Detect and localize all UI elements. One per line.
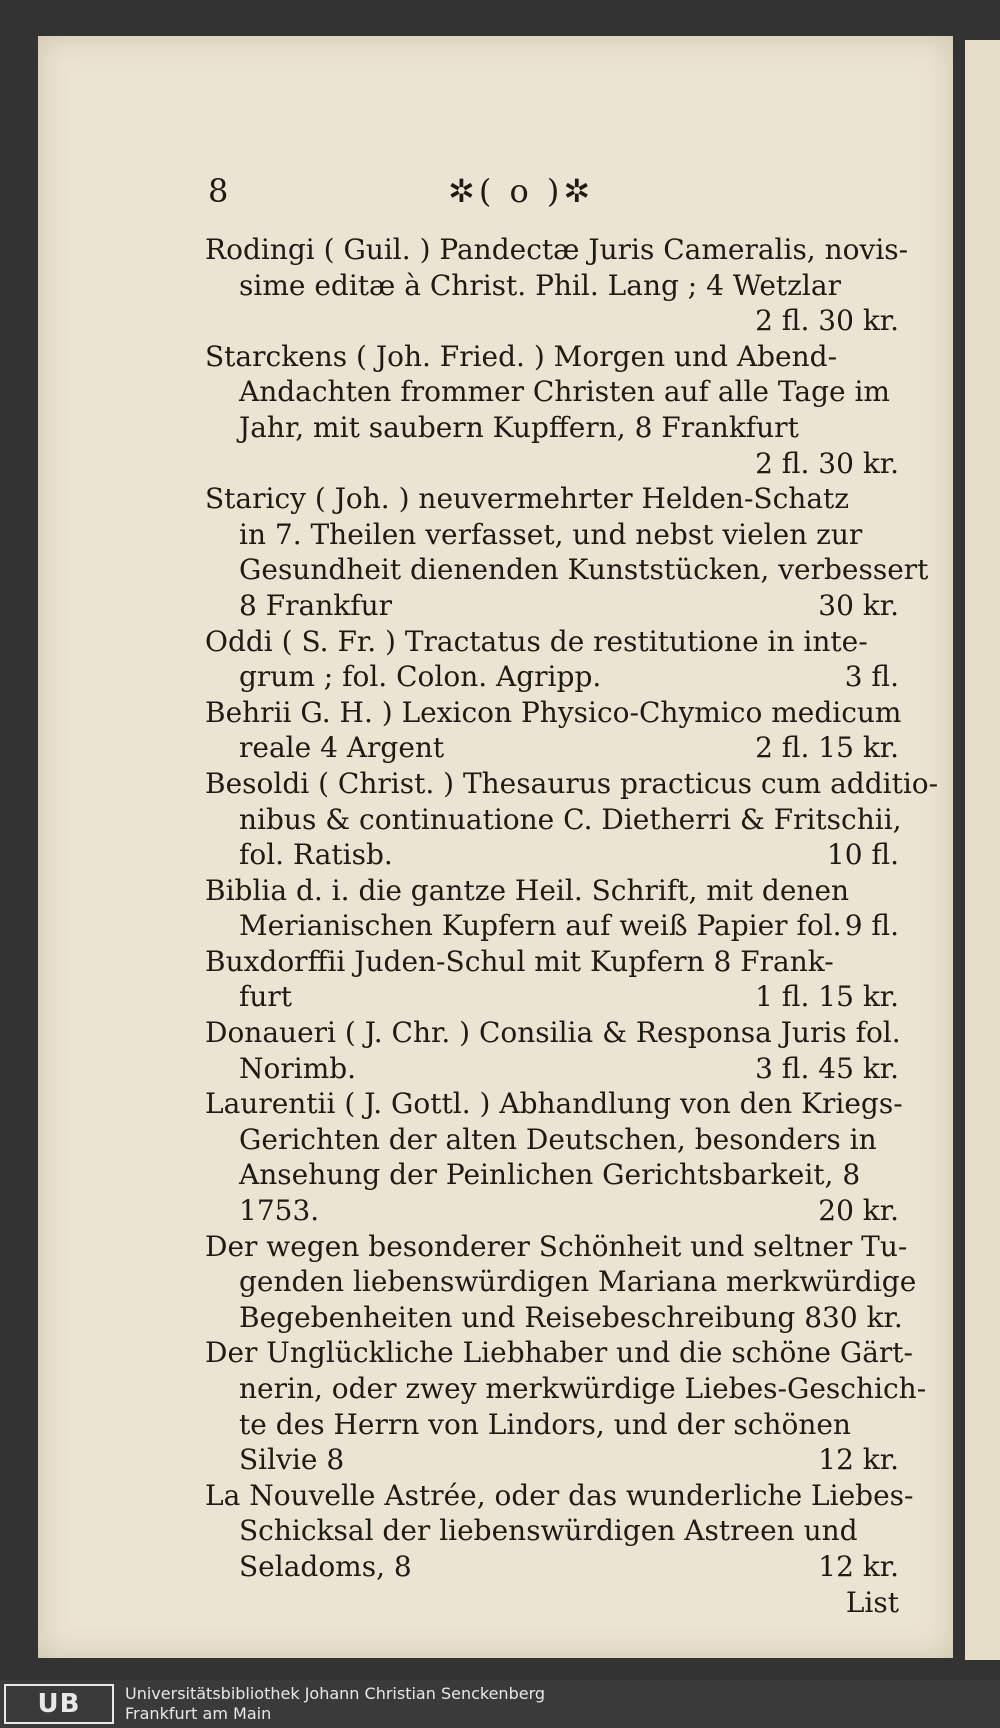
entry-final-line xyxy=(205,1442,905,1478)
library-credit xyxy=(125,1684,545,1724)
entry-line: Norimb. xyxy=(239,1051,357,1085)
entry-line: Silvie 8 xyxy=(239,1443,345,1477)
entry-line: Starckens ( Joh. Fried. ) Morgen und Abend- xyxy=(205,339,838,373)
entry-line: Merianischen Kupfern auf weiß Papier fol. xyxy=(239,909,842,943)
entry-line: Donaueri ( J. Chr. ) Consilia & Responsa Juris fol. xyxy=(205,1016,901,1050)
entry-final-line xyxy=(205,588,905,624)
entry-price: 30 kr. xyxy=(818,588,899,622)
entry-line: Besoldi ( Christ. ) Thesaurus practicus cum additio- xyxy=(205,766,939,800)
entry-price: 10 fl. xyxy=(826,838,899,872)
catchword: List xyxy=(845,1585,899,1619)
library-footer xyxy=(0,1680,1000,1728)
entry-line: Rodingi ( Guil. ) Pandectæ Juris Cameralis, novis- xyxy=(205,233,909,266)
entry-line: te des Herrn von Lindors, und der schönen xyxy=(239,1407,851,1441)
entry-line: Ansehung der Peinlichen Gerichtsbarkeit, 8 xyxy=(239,1158,861,1192)
entry-price: 9 fl. xyxy=(844,909,899,943)
entry-price: 3 fl. 45 kr. xyxy=(755,1051,899,1085)
catalog-entry xyxy=(205,873,905,944)
entry-price: 12 kr. xyxy=(818,1549,899,1583)
catalog-entry xyxy=(205,1478,914,1585)
entry-line: furt xyxy=(239,980,293,1014)
entry-line: La Nouvelle Astrée, oder das wunderliche Liebes- xyxy=(205,1478,914,1512)
entry-line: Oddi ( S. Fr. ) Tractatus de restitutione in inte- xyxy=(205,624,868,658)
entry-line: genden liebenswürdigen Mariana merkwürdige xyxy=(239,1265,917,1299)
entry-line: Buxdorffii Juden-Schul mit Kupfern 8 Frank- xyxy=(205,944,834,978)
entry-line: Gerichten der alten Deutschen, besonders in xyxy=(239,1122,877,1156)
catalog-entry xyxy=(205,695,905,766)
page-number: 8 xyxy=(208,172,229,210)
entry-price: 2 fl. 30 kr. xyxy=(755,304,899,338)
entry-line: Der Unglückliche Liebhaber und die schöne Gärt- xyxy=(205,1336,913,1370)
entry-final-line xyxy=(205,979,905,1015)
header-ornament: ✲( o )✲ xyxy=(448,172,595,210)
entry-price: 3 fl. xyxy=(844,660,899,694)
entry-final-line xyxy=(205,1300,905,1336)
adjacent-page-edge xyxy=(965,40,1000,1660)
catalog-entry xyxy=(205,944,905,1015)
entry-line: nerin, oder zwey merkwürdige Liebes-Geschich- xyxy=(239,1372,927,1405)
entry-line: sime editæ à Christ. Phil. Lang ; 4 Wetzlar xyxy=(239,268,841,302)
library-city: Frankfurt am Main xyxy=(125,1704,272,1723)
entry-line: Andachten frommer Christen auf alle Tage im xyxy=(239,375,890,409)
entry-final-line xyxy=(205,837,905,873)
catalog-entry xyxy=(205,232,909,339)
catalog-entry xyxy=(205,481,929,623)
entry-line: Staricy ( Joh. ) neuvermehrter Helden-Schatz xyxy=(205,482,850,516)
entry-price: 1 fl. 15 kr. xyxy=(755,980,899,1014)
entry-line: Jahr, mit saubern Kupffern, 8 Frankfurt xyxy=(239,410,799,444)
entry-line: Der wegen besonderer Schönheit und seltner Tu- xyxy=(205,1229,908,1263)
entry-price: 20 kr. xyxy=(818,1194,899,1228)
entry-line: Biblia d. i. die gantze Heil. Schrift, mit denen xyxy=(205,873,850,907)
entry-line: Gesundheit dienenden Kunststücken, verbessert xyxy=(239,553,929,587)
entry-final-line xyxy=(205,659,905,695)
entry-line: nibus & continuatione C. Dietherri & Fritschii, xyxy=(239,802,902,836)
entry-line: Laurentii ( J. Gottl. ) Abhandlung von den Kriegs- xyxy=(205,1087,903,1121)
entry-final-line xyxy=(205,908,905,944)
page-header xyxy=(208,172,898,216)
catalog-entry xyxy=(205,339,905,481)
entry-line: Seladoms, 8 xyxy=(239,1549,412,1583)
entry-final-line xyxy=(205,1051,905,1087)
entry-line: Schicksal der liebenswürdigen Astreen und xyxy=(239,1514,858,1548)
entry-price: 30 kr. xyxy=(822,1300,903,1334)
catalog-entry xyxy=(205,766,939,873)
entry-price: 12 kr. xyxy=(818,1443,899,1477)
entry-price: 2 fl. 15 kr. xyxy=(755,731,899,765)
entry-line: grum ; fol. Colon. Agripp. xyxy=(239,660,602,694)
entry-line: in 7. Theilen verfasset, und nebst vielen zur xyxy=(239,517,863,551)
entry-price: 2 fl. 30 kr. xyxy=(755,446,899,480)
catalog-entry xyxy=(205,624,905,695)
catalog-entry xyxy=(205,1335,927,1477)
catalog-entry xyxy=(205,1229,917,1336)
entry-line: 8 Frankfur xyxy=(239,588,393,622)
library-name: Universitätsbibliothek Johann Christian Senckenberg xyxy=(125,1684,546,1703)
entry-final-line xyxy=(205,1549,905,1585)
catalog-entry xyxy=(205,1015,905,1086)
entry-line: Behrii G. H. ) Lexicon Physico-Chymico medicum xyxy=(205,695,902,729)
entry-line: Begebenheiten und Reisebeschreibung 8 xyxy=(239,1300,823,1334)
entry-final-line xyxy=(205,1193,905,1229)
catalog-entries xyxy=(205,232,939,1620)
entry-line: 1753. xyxy=(239,1194,320,1228)
entry-line: reale 4 Argent xyxy=(239,731,445,765)
entry-final-line xyxy=(205,730,905,766)
entry-line: fol. Ratisb. xyxy=(239,838,393,872)
catalog-entry xyxy=(205,1086,905,1228)
ub-logo: UB xyxy=(4,1684,114,1724)
